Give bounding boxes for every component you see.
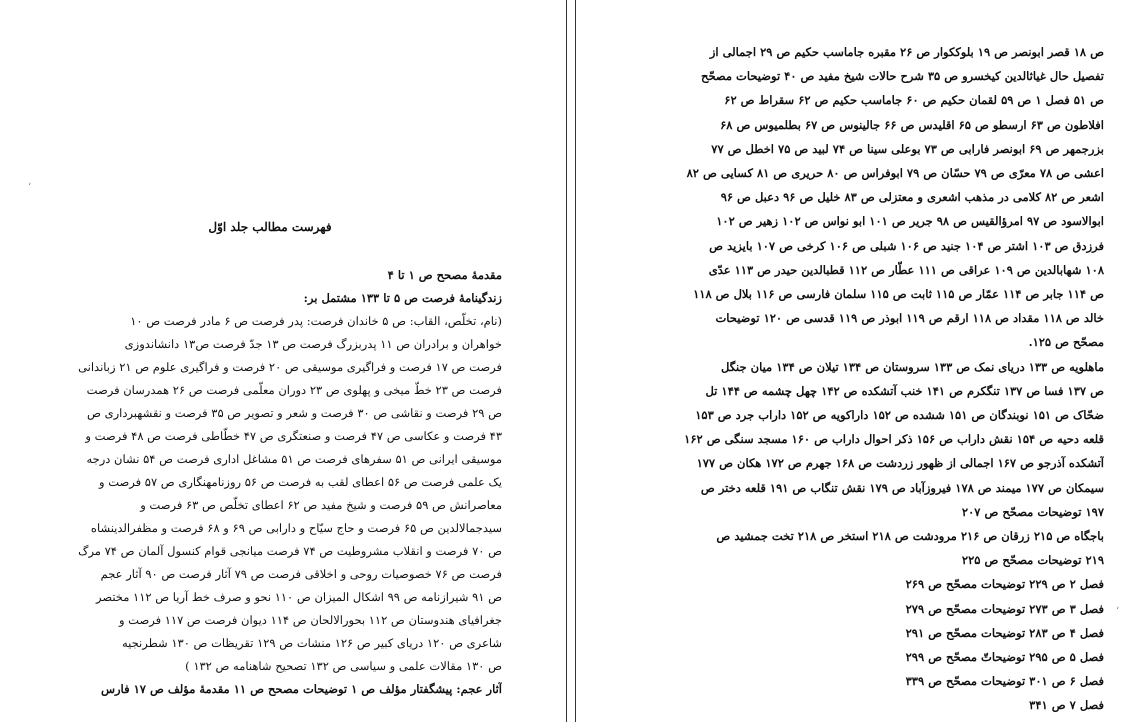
toc-line: فصل ۶ ص ۳۰۱ توضیحات مصحّح ص ۳۳۹ <box>905 674 1104 689</box>
toc-line: ص ۱۳۷ فسا ص ۱۳۷ تنگکرم ص ۱۴۱ خنب آتشکده ص ۱۴۲ چهل چشمه ص ۱۴۴ تل <box>705 383 1104 398</box>
toc-line: ۱۰۸ شهابالدین ص ۱۰۹ عراقی ص ۱۱۱ عطّار ص ۱۱۲ قطبالدین حیدر ص ۱۱۳ عدّی <box>708 262 1104 277</box>
margin-mark: ‘ <box>28 182 32 193</box>
toc-line: آتشکده آذرجو ص ۱۶۷ اجمالی از ظهور زردشت ص ۱۶۸ جهرم ص ۱۷۲ هکان ص ۱۷۷ <box>696 456 1104 471</box>
toc-line: اشعر ص ۸۲ کلامی در مذهب اشعری و معتزلی ص ۸۳ خلیل ص ۹۶ دعبل ص ۹۶ <box>720 190 1104 205</box>
toc-line: فرصت ص ۱۷ فرصت و فراگیری موسیقی ص ۲۰ فرصت و فراگیری علوم ص ۲۱ زباندانی <box>78 360 502 374</box>
toc-line: ص ۱۱۴ جابر ص ۱۱۴ عمّار ص ۱۱۵ ثابت ص ۱۱۵ سلمان فارسی ص ۱۱۶ بلال ص ۱۱۸ <box>693 287 1104 302</box>
toc-line: فرصت ص ۲۳ خطّ میخی و پهلوی ص ۲۳ دوران معلّمی فرصت ص ۲۶ همدرسان فرصت <box>86 383 502 397</box>
toc-line: ص ۹۱ شیرازنامه ص ۹۹ اشکال المیزان ص ۱۱۰ نحو و صرف خط آریا ص ۱۱۲ مختصر <box>96 590 502 604</box>
toc-line: آثار عجم: پیشگفتار مؤلف ص ۱ توضیحات مصحح ص ۱۱ مقدمهٔ مؤلف ص ۱۷ فارس <box>100 682 502 696</box>
margin-mark: ‘ <box>1116 606 1120 617</box>
toc-line: معاصرانش ص ۵۹ فرصت و شیخ مفید ص ۶۲ اعطای تخلّص ص ۶۳ فرصت و <box>140 498 502 512</box>
toc-line: سیمکان ص ۱۷۷ میمند ص ۱۷۸ فیروزآباد ص ۱۷۹ نقش تنگاب ص ۱۹۱ قلعه دختر ص <box>700 480 1104 495</box>
toc-line: فصل ۵ ص ۲۹۵ توضیحاتّ مصحّح ص ۲۹۹ <box>905 650 1104 665</box>
toc-line: ضحّاک ص ۱۵۱ نوبندگان ص ۱۵۱ ششده ص ۱۵۲ داراکویه ص ۱۵۲ داراب جرد ص ۱۵۳ <box>695 408 1104 423</box>
toc-line: باجگاه ص ۲۱۵ زرقان ص ۲۱۶ مرودشت ص ۲۱۸ استخر ص ۲۱۸ تخت جمشید ص <box>716 529 1104 544</box>
toc-line: خالد ص ۱۱۸ مقداد ص ۱۱۸ ارقم ص ۱۱۹ ابوذر ص ۱۱۹ قدسی ص ۱۲۰ توضیحات <box>715 311 1104 326</box>
toc-line: فصل ۲ ص ۲۲۹ توضیحات مصحّح ص ۲۶۹ <box>905 577 1104 592</box>
toc-line: بزرجمهر ص ۶۹ ابونصر فارابی ص ۷۳ بوعلی سینا ص ۷۴ لبید ص ۷۵ اخطل ص ۷۷ <box>711 141 1104 156</box>
right-toc-text <box>684 40 1104 718</box>
toc-line: افلاطون ص ۶۳ ارسطو ص ۶۵ اقلیدس ص ۶۶ جالینوس ص ۶۷ بطلمیوس ص ۶۸ <box>720 117 1104 132</box>
toc-line: ص ۱۳۰ مقالات علمی و سیاسی ص ۱۳۲ تصحیح شاهنامه ص ۱۳۲ ) <box>185 659 502 673</box>
toc-line: ص ۱۸ قصر ابونصر ص ۱۹ بلوککوار ص ۲۶ مقبره جاماسب حکیم ص ۲۹ اجمالی از <box>709 45 1104 59</box>
toc-line: ماهلویه ص ۱۳۳ دریای نمک ص ۱۳۳ سروستان ص ۱۳۴ تیلان ص ۱۳۴ میان جنگل <box>721 359 1104 374</box>
toc-line: مصحّح ص ۱۲۵. <box>1028 335 1104 350</box>
page-title: فهرست مطالب جلد اوّل <box>208 220 332 234</box>
left-toc-text <box>60 264 502 701</box>
toc-line: ص ۲۹ فرصت و نقاشی ص ۳۰ فرصت و شعر و تصویر ص ۳۵ فرصت و نقشهبرداری ص <box>87 406 502 420</box>
toc-line: ۱۹۷ توضیحات مصحّح ص ۲۰۷ <box>961 504 1104 519</box>
toc-line: ۲۱۹ توضیحات مصحّح ص ۲۲۵ <box>961 553 1104 568</box>
toc-line: فصل ۷ ص ۳۴۱ <box>1029 698 1104 713</box>
right-page <box>576 0 1142 722</box>
toc-line: سیدجمالالدین ص ۶۵ فرصت و حاج سیّاح و دارابی ص ۶۹ و ۶۸ فرصت و مظفرالدینشاه <box>90 521 502 535</box>
toc-line: ص ۷۰ فرصت و انقلاب مشروطیت ص ۷۴ فرصت میانجی قوام کنسول آلمان ص ۷۴ مرگ <box>78 544 502 558</box>
left-page <box>0 0 566 722</box>
toc-line: شاعری ص ۱۲۰ دریای کبیر ص ۱۲۶ منشات ص ۱۲۹ تقریظات ص ۱۳۰ شطرنجیه <box>122 636 502 650</box>
toc-line: مقدمهٔ مصحح ص ۱ تا ۴ <box>387 268 502 282</box>
toc-line: ابوالاسود ص ۹۷ امرؤالقیس ص ۹۸ جریر ص ۱۰۱ ابو نواس ص ۱۰۲ زهیر ص ۱۰۲ <box>716 214 1104 229</box>
toc-line: (نام، تخلّص، القاب: ص ۵ خاندان فرصت: پدر فرصت ص ۶ مادر فرصت ص ۱۰ <box>130 314 502 328</box>
toc-line: ۴۳ فرصت و عکاسی ص ۴۷ فرصت و صنعتگری ص ۴۷ خطّاطی فرصت ص ۴۸ فرصت و <box>85 429 502 443</box>
toc-line: فصل ۴ ص ۲۸۳ توضیحات مصحّح ص ۲۹۱ <box>905 625 1104 640</box>
toc-line: قلعه دحیه ص ۱۵۴ نقش داراب ص ۱۵۶ ذکر احوال داراب ص ۱۶۰ مسجد سنگی ص ۱۶۲ <box>684 432 1104 447</box>
toc-line: جغرافیای هندوستان ص ۱۱۲ بحورالالحان ص ۱۱۴ دیوان فرصت ص ۱۱۷ فرصت و <box>118 613 502 627</box>
gutter-line-left <box>566 0 567 722</box>
toc-line: فرصت ص ۷۶ خصوصیات روحی و اخلاقی فرصت ص ۷۹ آثار فرصت ص ۹۰ آثار عجم <box>100 567 502 581</box>
toc-line: فرزدق ص ۱۰۳ اشتر ص ۱۰۴ جنید ص ۱۰۶ شبلی ص ۱۰۶ کرخی ص ۱۰۷ بایزید ص <box>709 238 1104 253</box>
toc-line: موسیقی ایرانی ص ۵۱ سفرهای فرصت ص ۵۱ مشاغل اداری فرصت ص ۵۴ نشان درجه <box>86 452 502 466</box>
toc-line: ص ۵۱ فصل ۱ ص ۵۹ لقمان حکیم ص ۶۰ جاماسب حکیم ص ۶۲ سقراط ص ۶۲ <box>724 93 1104 108</box>
toc-line: یک علمی فرصت ص ۵۶ اعطای لقب به فرصت ص ۵۶ روزنامهنگاری ص ۵۷ فرصت و <box>99 475 502 489</box>
toc-line: اعشی ص ۷۸ معرّی ص ۷۹ حسّان ص ۷۹ ابوفراس ص ۸۰ حریری ص ۸۱ کسایی ص ۸۲ <box>686 166 1104 181</box>
toc-line: تفصیل حال غیاثالدین کیخسرو ص ۳۵ شرح حالات شیخ مفید ص ۴۰ توضیحات مصحّح <box>701 69 1104 84</box>
toc-line: فصل ۳ ص ۲۷۳ توضیحات مصحّح ص ۲۷۹ <box>905 601 1104 616</box>
toc-line: زندگینامهٔ فرصت ص ۵ تا ۱۳۳ مشتمل بر: <box>303 291 502 305</box>
toc-line: خواهران و برادران ص ۱۱ پدربزرگ فرصت ص ۱۳ جدّ فرصت ص۱۳ دانشاندوزی <box>124 337 502 351</box>
